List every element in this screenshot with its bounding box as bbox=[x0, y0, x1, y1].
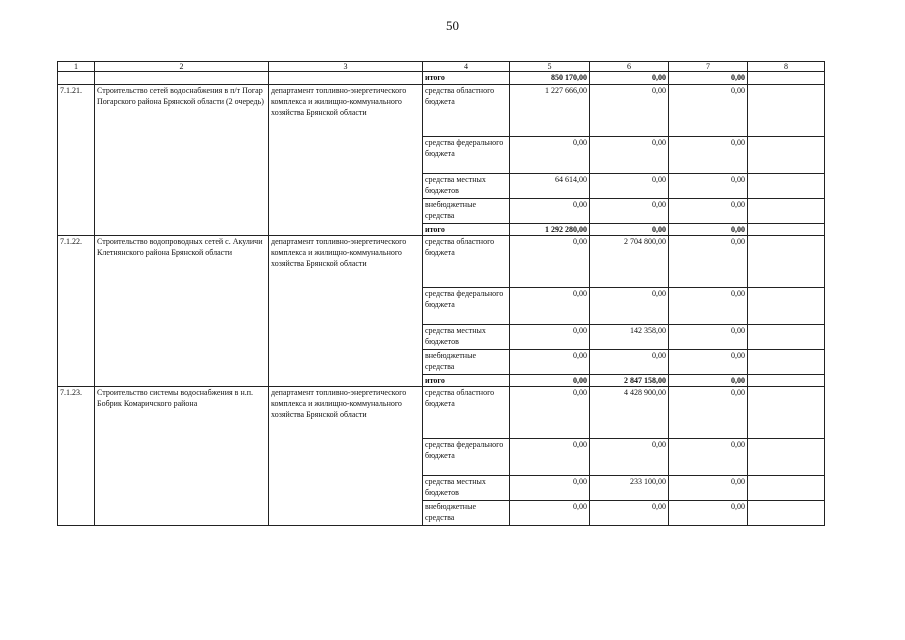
value-col6: 0,00 bbox=[590, 439, 669, 476]
value-col6: 2 704 800,00 bbox=[590, 236, 669, 288]
empty-cell bbox=[748, 72, 825, 85]
value-col5: 0,00 bbox=[510, 375, 590, 387]
value-col6: 0,00 bbox=[590, 72, 669, 85]
source-cell: итого bbox=[423, 375, 510, 387]
value-col7: 0,00 bbox=[669, 72, 748, 85]
header-cell: 2 bbox=[95, 62, 269, 72]
item-executor: департамент топливно-энергетического комплекса и жилищно-коммунального хозяйства Брянской области bbox=[269, 236, 423, 387]
value-col5: 1 227 666,00 bbox=[510, 85, 590, 137]
item-name: Строительство сетей водоснабжения в п/т Погар Погарского района Брянской области (2 очередь) bbox=[95, 85, 269, 236]
source-cell: средства местных бюджетов bbox=[423, 174, 510, 199]
table-row bbox=[58, 387, 825, 439]
value-col5: 850 170,00 bbox=[510, 72, 590, 85]
empty-cell bbox=[748, 439, 825, 476]
value-col7: 0,00 bbox=[669, 224, 748, 236]
value-col6: 0,00 bbox=[590, 85, 669, 137]
empty-cell bbox=[748, 350, 825, 375]
empty-cell bbox=[748, 476, 825, 501]
table-row bbox=[58, 85, 825, 137]
value-col7: 0,00 bbox=[669, 501, 748, 526]
carry-total-row bbox=[58, 72, 825, 85]
source-cell: итого bbox=[423, 72, 510, 85]
page-number: 50 bbox=[446, 18, 459, 33]
value-col7: 0,00 bbox=[669, 387, 748, 439]
empty-cell bbox=[95, 72, 269, 85]
value-col5: 0,00 bbox=[510, 501, 590, 526]
empty-cell bbox=[58, 72, 95, 85]
header-cell: 1 bbox=[58, 62, 95, 72]
empty-cell bbox=[748, 387, 825, 439]
header-cell: 8 bbox=[748, 62, 825, 72]
value-col5: 0,00 bbox=[510, 137, 590, 174]
value-col5: 0,00 bbox=[510, 387, 590, 439]
source-cell: средства местных бюджетов bbox=[423, 325, 510, 350]
source-cell: внебюджетные средства bbox=[423, 199, 510, 224]
source-cell: средства местных бюджетов bbox=[423, 476, 510, 501]
header-cell: 7 bbox=[669, 62, 748, 72]
item-code: 7.1.22. bbox=[58, 236, 95, 387]
value-col6: 0,00 bbox=[590, 288, 669, 325]
header-cell: 3 bbox=[269, 62, 423, 72]
table-row bbox=[58, 236, 825, 288]
value-col5: 0,00 bbox=[510, 236, 590, 288]
source-cell: средства федерального бюджета bbox=[423, 439, 510, 476]
value-col5: 0,00 bbox=[510, 439, 590, 476]
item-code: 7.1.23. bbox=[58, 387, 95, 526]
value-col6: 0,00 bbox=[590, 350, 669, 375]
empty-cell bbox=[748, 137, 825, 174]
source-cell: внебюджетные средства bbox=[423, 350, 510, 375]
value-col6: 0,00 bbox=[590, 224, 669, 236]
empty-cell bbox=[748, 288, 825, 325]
value-col6: 0,00 bbox=[590, 137, 669, 174]
empty-cell bbox=[748, 174, 825, 199]
empty-cell bbox=[748, 325, 825, 350]
value-col7: 0,00 bbox=[669, 199, 748, 224]
item-executor: департамент топливно-энергетического комплекса и жилищно-коммунального хозяйства Брянской области bbox=[269, 85, 423, 236]
value-col5: 64 614,00 bbox=[510, 174, 590, 199]
value-col7: 0,00 bbox=[669, 325, 748, 350]
empty-cell bbox=[748, 199, 825, 224]
value-col7: 0,00 bbox=[669, 350, 748, 375]
header-cell: 5 bbox=[510, 62, 590, 72]
value-col6: 2 847 158,00 bbox=[590, 375, 669, 387]
value-col5: 0,00 bbox=[510, 476, 590, 501]
value-col5: 0,00 bbox=[510, 199, 590, 224]
value-col5: 0,00 bbox=[510, 288, 590, 325]
value-col6: 233 100,00 bbox=[590, 476, 669, 501]
header-cell: 6 bbox=[590, 62, 669, 72]
empty-cell bbox=[269, 72, 423, 85]
value-col6: 0,00 bbox=[590, 199, 669, 224]
item-name: Строительство системы водоснабжения в н.п. Бобрик Комаричского района bbox=[95, 387, 269, 526]
value-col6: 0,00 bbox=[590, 174, 669, 199]
empty-cell bbox=[748, 236, 825, 288]
value-col7: 0,00 bbox=[669, 85, 748, 137]
header-cell: 4 bbox=[423, 62, 510, 72]
source-cell: внебюджетные средства bbox=[423, 501, 510, 526]
value-col5: 1 292 280,00 bbox=[510, 224, 590, 236]
source-cell: итого bbox=[423, 224, 510, 236]
value-col5: 0,00 bbox=[510, 350, 590, 375]
empty-cell bbox=[748, 224, 825, 236]
source-cell: средства областного бюджета bbox=[423, 236, 510, 288]
header-row bbox=[58, 62, 825, 72]
empty-cell bbox=[748, 375, 825, 387]
value-col6: 4 428 900,00 bbox=[590, 387, 669, 439]
budget-table bbox=[57, 61, 825, 526]
source-cell: средства областного бюджета bbox=[423, 85, 510, 137]
source-cell: средства федерального бюджета bbox=[423, 137, 510, 174]
empty-cell bbox=[748, 85, 825, 137]
source-cell: средства областного бюджета bbox=[423, 387, 510, 439]
item-name: Строительство водопроводных сетей с. Акуличи Клетнянского района Брянской области bbox=[95, 236, 269, 387]
empty-cell bbox=[748, 501, 825, 526]
value-col7: 0,00 bbox=[669, 288, 748, 325]
value-col7: 0,00 bbox=[669, 375, 748, 387]
value-col7: 0,00 bbox=[669, 476, 748, 501]
value-col7: 0,00 bbox=[669, 174, 748, 199]
item-code: 7.1.21. bbox=[58, 85, 95, 236]
value-col7: 0,00 bbox=[669, 137, 748, 174]
value-col7: 0,00 bbox=[669, 236, 748, 288]
value-col6: 0,00 bbox=[590, 501, 669, 526]
value-col5: 0,00 bbox=[510, 325, 590, 350]
value-col6: 142 358,00 bbox=[590, 325, 669, 350]
value-col7: 0,00 bbox=[669, 439, 748, 476]
source-cell: средства федерального бюджета bbox=[423, 288, 510, 325]
item-executor: департамент топливно-энергетического комплекса и жилищно-коммунального хозяйства Брянской области bbox=[269, 387, 423, 526]
